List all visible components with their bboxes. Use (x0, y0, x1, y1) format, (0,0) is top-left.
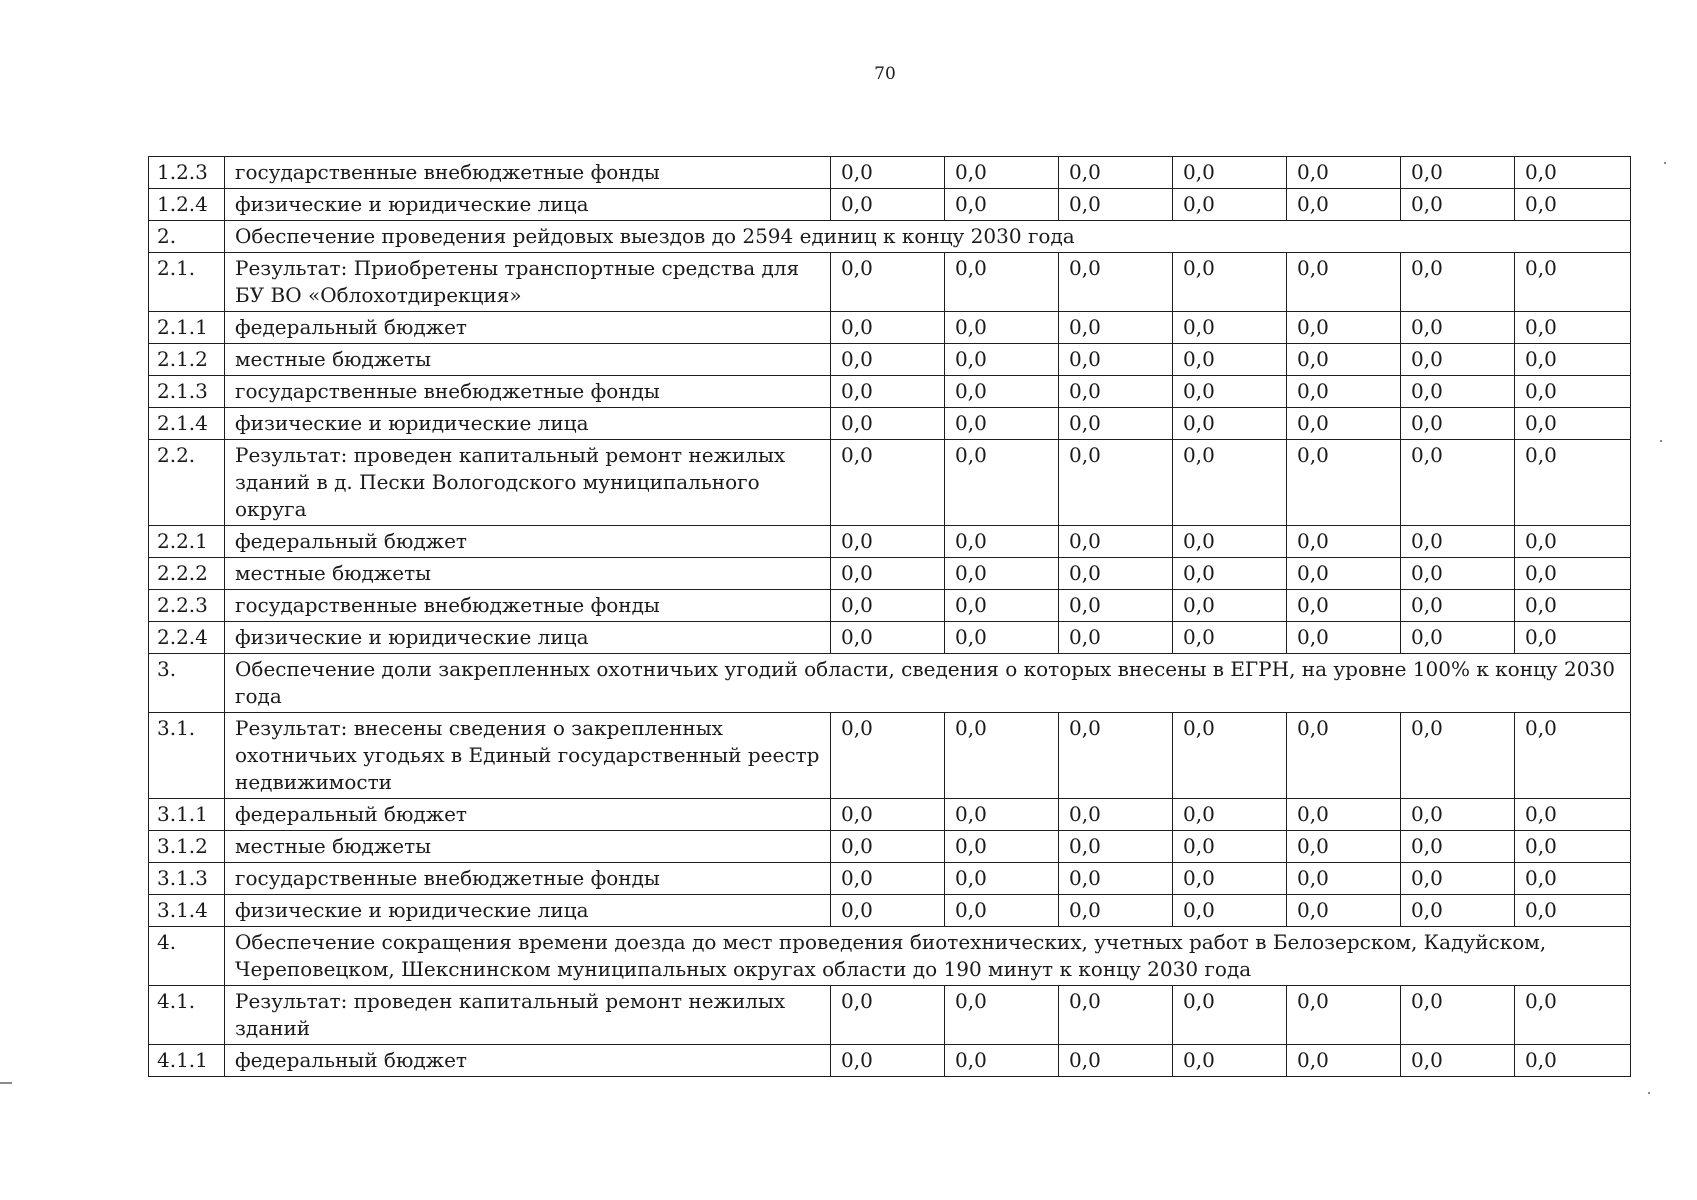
value-cell: 0,0 (1059, 1045, 1173, 1077)
value-cell: 0,0 (1515, 408, 1631, 440)
value-cell: 0,0 (831, 831, 945, 863)
row-code: 3.1.4 (149, 895, 225, 927)
row-label: федеральный бюджет (225, 312, 831, 344)
value-cell: 0,0 (1515, 831, 1631, 863)
value-cell: 0,0 (1059, 590, 1173, 622)
value-cell: 0,0 (1401, 189, 1515, 221)
value-cell: 0,0 (831, 526, 945, 558)
row-code: 1.2.4 (149, 189, 225, 221)
value-cell: 0,0 (1287, 831, 1401, 863)
row-label: государственные внебюджетные фонды (225, 157, 831, 189)
value-cell: 0,0 (1059, 408, 1173, 440)
goal-label: Обеспечение проведения рейдовых выездов до 2594 единиц к концу 2030 года (225, 221, 1631, 253)
row-code: 2.2.4 (149, 622, 225, 654)
value-cell: 0,0 (1059, 799, 1173, 831)
value-cell: 0,0 (945, 1045, 1059, 1077)
row-code: 4.1. (149, 986, 225, 1045)
table-row (149, 344, 1631, 376)
value-cell: 0,0 (1059, 253, 1173, 312)
value-cell: 0,0 (1173, 558, 1287, 590)
value-cell: 0,0 (1401, 799, 1515, 831)
value-cell: 0,0 (1515, 312, 1631, 344)
value-cell: 0,0 (831, 408, 945, 440)
value-cell: 0,0 (945, 831, 1059, 863)
value-cell: 0,0 (1287, 713, 1401, 799)
row-code: 1.2.3 (149, 157, 225, 189)
value-cell: 0,0 (1401, 344, 1515, 376)
scan-mark (1660, 440, 1662, 442)
value-cell: 0,0 (831, 344, 945, 376)
table-row (149, 799, 1631, 831)
row-label: федеральный бюджет (225, 1045, 831, 1077)
value-cell: 0,0 (1173, 831, 1287, 863)
row-label: физические и юридические лица (225, 408, 831, 440)
row-code: 2.2. (149, 440, 225, 526)
value-cell: 0,0 (1059, 344, 1173, 376)
table-row (149, 312, 1631, 344)
value-cell: 0,0 (945, 312, 1059, 344)
value-cell: 0,0 (1173, 863, 1287, 895)
value-cell: 0,0 (831, 312, 945, 344)
row-label: физические и юридические лица (225, 895, 831, 927)
value-cell: 0,0 (1173, 408, 1287, 440)
value-cell: 0,0 (1287, 376, 1401, 408)
value-cell: 0,0 (1287, 344, 1401, 376)
row-label: местные бюджеты (225, 831, 831, 863)
value-cell: 0,0 (1515, 526, 1631, 558)
row-label: федеральный бюджет (225, 526, 831, 558)
row-code: 3.1. (149, 713, 225, 799)
value-cell: 0,0 (1173, 157, 1287, 189)
value-cell: 0,0 (1401, 558, 1515, 590)
value-cell: 0,0 (945, 189, 1059, 221)
value-cell: 0,0 (1515, 558, 1631, 590)
value-cell: 0,0 (1515, 376, 1631, 408)
value-cell: 0,0 (1287, 590, 1401, 622)
value-cell: 0,0 (1059, 713, 1173, 799)
value-cell: 0,0 (1059, 831, 1173, 863)
value-cell: 0,0 (1059, 526, 1173, 558)
value-cell: 0,0 (1515, 863, 1631, 895)
value-cell: 0,0 (1287, 526, 1401, 558)
row-code: 2.2.3 (149, 590, 225, 622)
row-code: 4. (149, 927, 225, 986)
value-cell: 0,0 (1173, 799, 1287, 831)
value-cell: 0,0 (1173, 1045, 1287, 1077)
value-cell: 0,0 (1173, 622, 1287, 654)
table-row (149, 408, 1631, 440)
value-cell: 0,0 (1287, 986, 1401, 1045)
value-cell: 0,0 (1287, 157, 1401, 189)
scan-mark (0, 1082, 12, 1084)
table-row (149, 831, 1631, 863)
value-cell: 0,0 (1401, 312, 1515, 344)
value-cell: 0,0 (1287, 408, 1401, 440)
value-cell: 0,0 (831, 622, 945, 654)
row-label: местные бюджеты (225, 344, 831, 376)
value-cell: 0,0 (1059, 622, 1173, 654)
value-cell: 0,0 (945, 895, 1059, 927)
value-cell: 0,0 (1401, 622, 1515, 654)
value-cell: 0,0 (1515, 622, 1631, 654)
row-code: 3. (149, 654, 225, 713)
table-row (149, 713, 1631, 799)
value-cell: 0,0 (1059, 189, 1173, 221)
value-cell: 0,0 (1287, 558, 1401, 590)
value-cell: 0,0 (1173, 713, 1287, 799)
row-code: 4.1.1 (149, 1045, 225, 1077)
value-cell: 0,0 (1515, 713, 1631, 799)
value-cell: 0,0 (1059, 895, 1173, 927)
value-cell: 0,0 (1401, 376, 1515, 408)
value-cell: 0,0 (1401, 408, 1515, 440)
value-cell: 0,0 (945, 558, 1059, 590)
value-cell: 0,0 (1287, 189, 1401, 221)
row-label: Результат: проведен капитальный ремонт нежилых зданий (225, 986, 831, 1045)
value-cell: 0,0 (1059, 157, 1173, 189)
value-cell: 0,0 (1515, 986, 1631, 1045)
value-cell: 0,0 (831, 440, 945, 526)
value-cell: 0,0 (831, 799, 945, 831)
value-cell: 0,0 (1287, 440, 1401, 526)
value-cell: 0,0 (831, 253, 945, 312)
value-cell: 0,0 (945, 799, 1059, 831)
goal-row (149, 927, 1631, 986)
value-cell: 0,0 (1287, 312, 1401, 344)
table-row (149, 189, 1631, 221)
value-cell: 0,0 (1515, 590, 1631, 622)
value-cell: 0,0 (945, 526, 1059, 558)
row-code: 2.1.1 (149, 312, 225, 344)
scan-mark (1648, 1092, 1650, 1094)
page-number: 70 (874, 64, 896, 84)
value-cell: 0,0 (1059, 376, 1173, 408)
row-label: Результат: Приобретены транспортные средства для БУ ВО «Облохотдирекция» (225, 253, 831, 312)
value-cell: 0,0 (945, 440, 1059, 526)
value-cell: 0,0 (1059, 986, 1173, 1045)
value-cell: 0,0 (1515, 157, 1631, 189)
value-cell: 0,0 (945, 713, 1059, 799)
value-cell: 0,0 (1173, 440, 1287, 526)
value-cell: 0,0 (945, 622, 1059, 654)
value-cell: 0,0 (1059, 312, 1173, 344)
value-cell: 0,0 (831, 590, 945, 622)
row-label: Результат: проведен капитальный ремонт нежилых зданий в д. Пески Вологодского муниципального округа (225, 440, 831, 526)
value-cell: 0,0 (945, 590, 1059, 622)
value-cell: 0,0 (1401, 1045, 1515, 1077)
value-cell: 0,0 (1515, 344, 1631, 376)
row-label: государственные внебюджетные фонды (225, 863, 831, 895)
value-cell: 0,0 (1401, 831, 1515, 863)
value-cell: 0,0 (945, 376, 1059, 408)
value-cell: 0,0 (831, 376, 945, 408)
value-cell: 0,0 (945, 986, 1059, 1045)
value-cell: 0,0 (945, 863, 1059, 895)
value-cell: 0,0 (831, 189, 945, 221)
table-row (149, 1045, 1631, 1077)
value-cell: 0,0 (1059, 558, 1173, 590)
value-cell: 0,0 (831, 1045, 945, 1077)
goal-row (149, 654, 1631, 713)
table-row (149, 895, 1631, 927)
table-row (149, 622, 1631, 654)
value-cell: 0,0 (1173, 986, 1287, 1045)
value-cell: 0,0 (1287, 863, 1401, 895)
value-cell: 0,0 (1173, 344, 1287, 376)
value-cell: 0,0 (1401, 986, 1515, 1045)
value-cell: 0,0 (831, 986, 945, 1045)
value-cell: 0,0 (1173, 189, 1287, 221)
value-cell: 0,0 (1515, 799, 1631, 831)
value-cell: 0,0 (1059, 863, 1173, 895)
row-label: государственные внебюджетные фонды (225, 590, 831, 622)
row-label: государственные внебюджетные фонды (225, 376, 831, 408)
table-row (149, 986, 1631, 1045)
value-cell: 0,0 (1401, 440, 1515, 526)
value-cell: 0,0 (1515, 440, 1631, 526)
value-cell: 0,0 (945, 344, 1059, 376)
value-cell: 0,0 (1515, 253, 1631, 312)
value-cell: 0,0 (1401, 590, 1515, 622)
value-cell: 0,0 (1173, 590, 1287, 622)
value-cell: 0,0 (1401, 526, 1515, 558)
value-cell: 0,0 (1173, 253, 1287, 312)
row-label: местные бюджеты (225, 558, 831, 590)
value-cell: 0,0 (1173, 895, 1287, 927)
goal-row (149, 221, 1631, 253)
table-row (149, 157, 1631, 189)
table-row (149, 440, 1631, 526)
budget-table (148, 156, 1631, 1077)
value-cell: 0,0 (945, 157, 1059, 189)
value-cell: 0,0 (1515, 1045, 1631, 1077)
value-cell: 0,0 (1287, 895, 1401, 927)
value-cell: 0,0 (831, 713, 945, 799)
row-code: 2. (149, 221, 225, 253)
value-cell: 0,0 (1173, 312, 1287, 344)
row-code: 2.2.1 (149, 526, 225, 558)
row-code: 3.1.3 (149, 863, 225, 895)
row-label: физические и юридические лица (225, 189, 831, 221)
value-cell: 0,0 (1287, 253, 1401, 312)
row-code: 2.2.2 (149, 558, 225, 590)
row-code: 3.1.1 (149, 799, 225, 831)
table-row (149, 376, 1631, 408)
goal-label: Обеспечение сокращения времени доезда до мест проведения биотехнических, учетных работ в Белозерском, Кадуйском, Череповецком, Шекснинском муниципальных округах области до 190 минут к концу 2030 года (225, 927, 1631, 986)
table-row (149, 590, 1631, 622)
value-cell: 0,0 (1401, 895, 1515, 927)
value-cell: 0,0 (1287, 622, 1401, 654)
value-cell: 0,0 (1173, 376, 1287, 408)
goal-label: Обеспечение доли закрепленных охотничьих угодий области, сведения о которых внесены в ЕГРН, на уровне 100% к концу 2030 года (225, 654, 1631, 713)
value-cell: 0,0 (1401, 157, 1515, 189)
table-row (149, 526, 1631, 558)
budget-table-body (149, 157, 1631, 1077)
table-row (149, 253, 1631, 312)
table-row (149, 863, 1631, 895)
value-cell: 0,0 (1401, 863, 1515, 895)
value-cell: 0,0 (1515, 895, 1631, 927)
table-row (149, 558, 1631, 590)
row-label: Результат: внесены сведения о закрепленных охотничьих угодьях в Единый государственный реестр недвижимости (225, 713, 831, 799)
value-cell: 0,0 (1287, 799, 1401, 831)
value-cell: 0,0 (1401, 713, 1515, 799)
value-cell: 0,0 (831, 558, 945, 590)
value-cell: 0,0 (831, 863, 945, 895)
row-code: 2.1.3 (149, 376, 225, 408)
value-cell: 0,0 (1401, 253, 1515, 312)
scan-mark (1664, 162, 1666, 164)
value-cell: 0,0 (1059, 440, 1173, 526)
value-cell: 0,0 (945, 253, 1059, 312)
value-cell: 0,0 (831, 895, 945, 927)
value-cell: 0,0 (1515, 189, 1631, 221)
row-code: 3.1.2 (149, 831, 225, 863)
value-cell: 0,0 (945, 408, 1059, 440)
row-label: физические и юридические лица (225, 622, 831, 654)
value-cell: 0,0 (1173, 526, 1287, 558)
row-label: федеральный бюджет (225, 799, 831, 831)
row-code: 2.1.4 (149, 408, 225, 440)
row-code: 2.1. (149, 253, 225, 312)
value-cell: 0,0 (1287, 1045, 1401, 1077)
value-cell: 0,0 (831, 157, 945, 189)
row-code: 2.1.2 (149, 344, 225, 376)
